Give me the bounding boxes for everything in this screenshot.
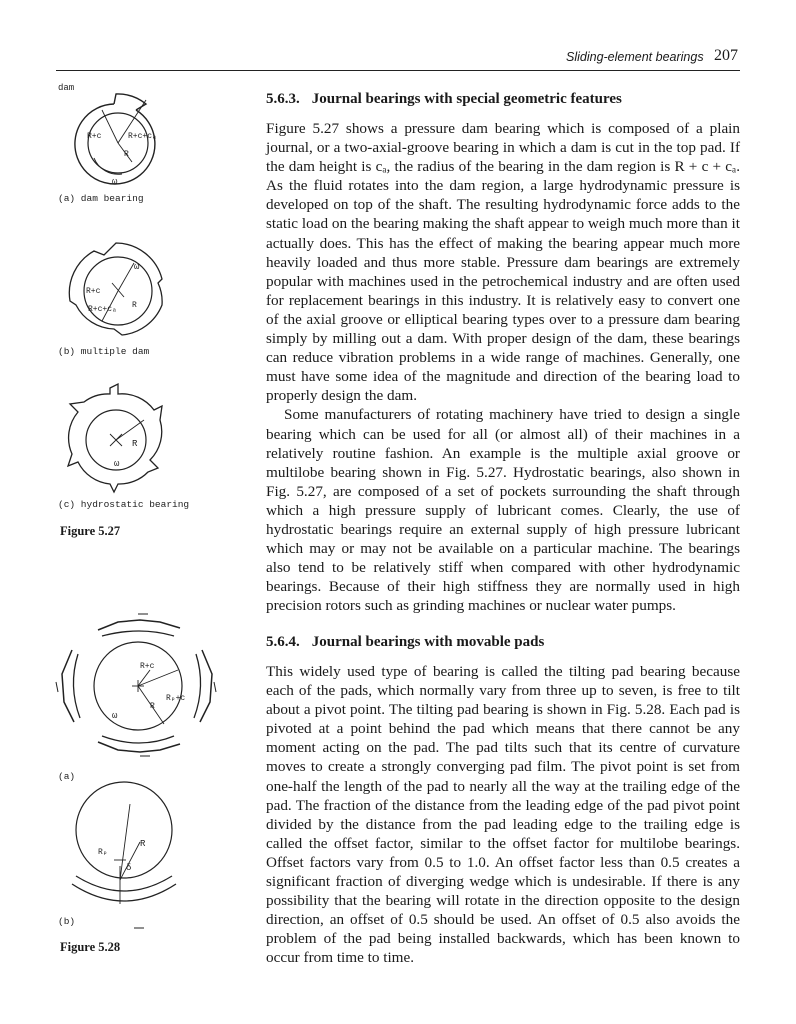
paragraph: Some manufacturers of rotating machinery have tried to design a single bearing which can be used for all (or almost all) of their machines in a relatively routine fashion. An example is the multiple axial groove or multilobe bearing shown in Fig. 5.27. Hydrostatic bearings, also shown in Fig. 5.27, are composed of a set of pockets surrounding the shaft through which a high pressure supply of lubricant comes. Clearly, the use of hydrostatic bearings require an external supply of high pressure lubricant which may or may not be available on a particular machine. The bearings also tend to be relatively stiff when compared with other hydrodynamic bearings. Because of their high stiffness they are normally used in high precision rotors such as grinding machines or nuclear water pumps.	[266, 406, 740, 615]
figure-caption: (b) multiple dam	[58, 346, 150, 357]
figure-5-27c-diagram	[54, 380, 184, 495]
omega-label: ω	[114, 459, 120, 469]
paragraph: This widely used type of bearing is called the tilting pad bearing because each of the pads, which normally vary from three up to seven, is free to tilt about a pivot point. The tilting pad bearing is shown in Fig. 5.28. Each pad is pivoted at a point behind the pad which means that there cannot be any moment acting on the pad. The pad tilts such that its centre of curvature moves to create a strongly converging pad film. The pivot point is set from one-half the length of the pad to nearly all the way at the trailing edge of the pad. The fraction of the distance from the leading edge of the pad pivot point divided by the distance from the pad leading edge to the trailing edge is called the offset factor, similar to the offset factor for multilobe bearings. Offset factors vary from 0.5 to 1.0. An offset factor less than 0.5 creates a significant fraction of diverging wedge which is undesirable. If there is any possibility that the bearing will rotate in the direction opposite to the design direction, an offset of 0.5 should be used. An offset of 0.5 also avoids the problem of the pad being installed backwards, which has been known to occur from time to time.	[266, 663, 740, 967]
section-number: 5.6.4.	[266, 634, 300, 650]
radius-label: Rₚ+c	[166, 694, 186, 703]
radius-label: R	[124, 150, 129, 159]
page-number: 207	[714, 47, 738, 64]
radius-label: R+c+cₐ	[88, 305, 117, 314]
section-heading-5-6-3	[266, 91, 622, 108]
figure-label: Figure 5.27	[60, 524, 121, 538]
figure-5-27a-diagram	[54, 80, 184, 190]
radius-label: R+c	[86, 287, 101, 296]
section-5-6-3-body	[266, 119, 740, 615]
radius-label: R+c	[140, 662, 155, 671]
paragraph: Figure 5.27 shows a pressure dam bearing which is composed of a plain journal, or a two-axial-groove bearing in which a dam is cut in the top pad. If the dam height is cₐ, the radius of the bearing in the dam region is R + c + cₐ. As the fluid rotates into the dam region, a large hydrodynamic pressure is developed on top of the shaft. The resulting hydrodynamic force adds to the static load on the bearing making the shaft appear to weigh much more than it actually does. This has the effect of making the bearing appear much more heavily loaded and thus more stable. Pressure dam bearings are extremely popular with machines used in the petrochemical industry and are often used for replacement bearings in this industry. It is relatively easy to convert one of the axial groove or elliptical bearing types over to a pressure dam bearing simply by milling out a dam. With proper design of the dam, these bearings can reduce vibration problems in a wide range of machines. Generally, one must have some idea of the magnitude and direction of the bearing load to properly design the dam.	[266, 120, 740, 405]
running-title: Sliding-element bearings	[566, 50, 704, 64]
section-5-6-4-body	[266, 662, 740, 968]
section-heading-5-6-4	[266, 634, 544, 651]
radius-label: R	[132, 439, 138, 449]
radius-label: R+c+cₐ	[128, 132, 157, 141]
omega-label: ω	[112, 177, 118, 187]
figure-caption: (a)	[58, 771, 76, 782]
section-title: Journal bearings with special geometric features	[311, 91, 622, 107]
figure-caption: (c) hydrostatic bearing	[58, 499, 190, 510]
figure-5-27b-diagram	[54, 235, 184, 340]
figure-label: Figure 5.28	[60, 940, 121, 954]
radius-label: R+c	[87, 132, 102, 141]
radius-label: R	[140, 839, 146, 849]
section-number: 5.6.3.	[266, 91, 300, 107]
delta-label: δ	[126, 863, 132, 873]
header-rule	[56, 70, 740, 71]
radius-label: Rₚ	[98, 848, 108, 857]
figure-5-28a-diagram	[54, 610, 224, 770]
figure-caption: (b)	[58, 916, 76, 927]
dam-label: dam	[58, 83, 75, 93]
omega-label: ω	[134, 262, 140, 272]
omega-label: ω	[112, 711, 118, 721]
radius-label: R	[150, 702, 155, 711]
section-title: Journal bearings with movable pads	[311, 634, 545, 650]
radius-label: R	[132, 301, 137, 310]
figure-caption: (a) dam bearing	[58, 193, 144, 204]
